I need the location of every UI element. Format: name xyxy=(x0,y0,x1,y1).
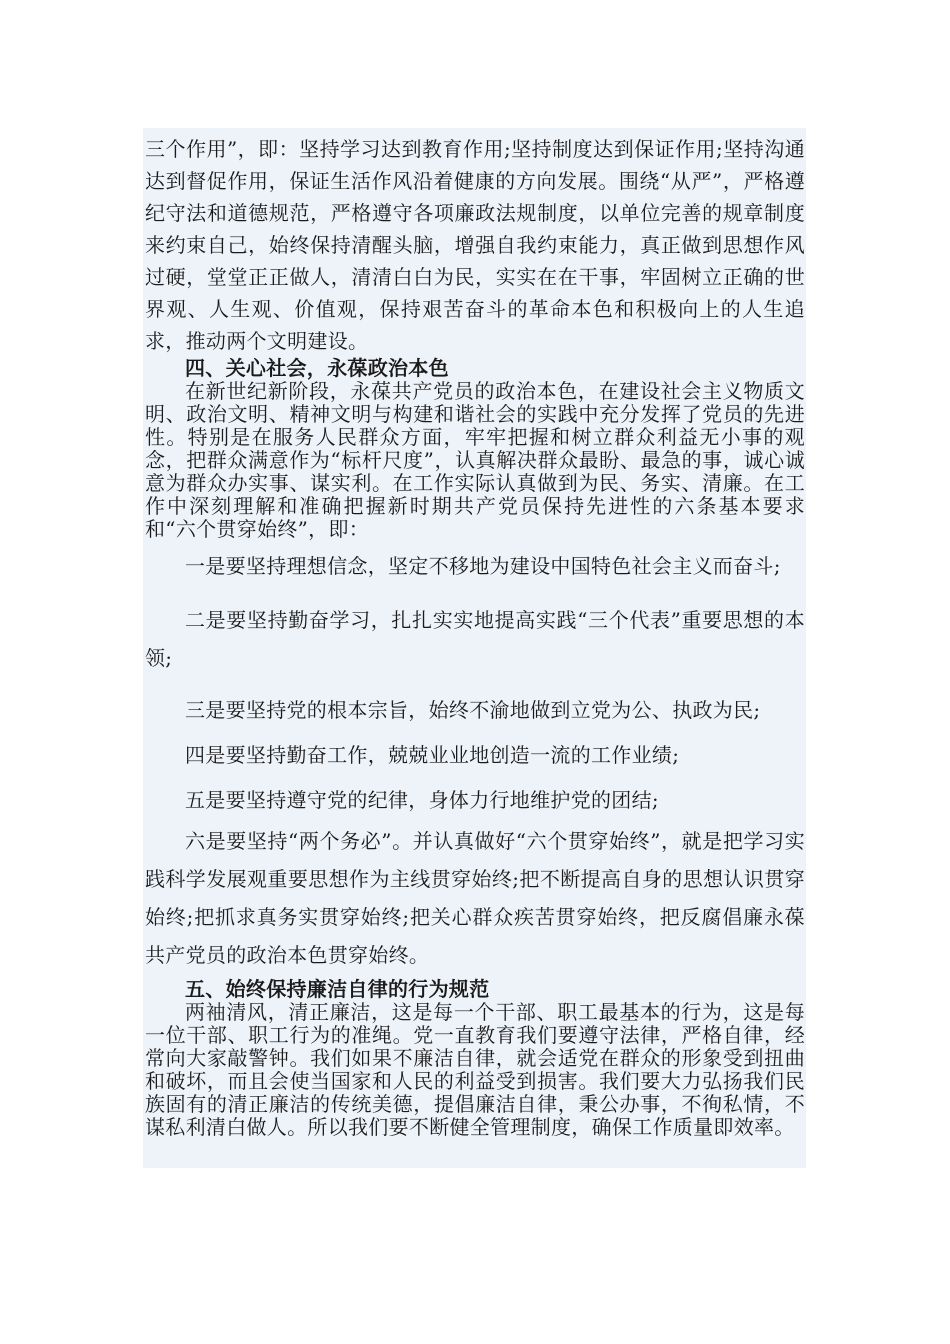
section-heading-4: 四、关心社会，永葆政治本色 xyxy=(185,356,449,380)
list-item-5: 五是要坚持遵守党的纪律，身体力行地维护党的团结; xyxy=(185,788,659,812)
list-item-2: 二是要坚持勤奋学习，扎扎实实地提高实践“三个代表”重要思想的本领; xyxy=(145,608,805,670)
paragraph-2: 在新世纪新阶段，永葆共产党员的政治本色，在建设社会主义物质文明、政治文明、精神文明与构建和谐社会的实践中充分发挥了党员的先进性。特别是在服务人民群众方面，牢牢把握和树立群众利益无小事的观念，把群众满意作为“标杆尺度”，认真解决群众最盼、最急的事，诚心诚意为群众办实事、谋实利。在工作实际认真做到为民、务实、清廉。在工作中深刻理解和准确把握新时期共产党员保持先进性的六条基本要求和“六个贯穿始终”，即： xyxy=(145,379,805,541)
list-item-6: 六是要坚持“两个务必”。并认真做好“六个贯穿始终”，就是把学习实践科学发展观重要思想作为主线贯穿始终;把不断提高自身的思想认识贯穿始终;把抓求真务实贯穿始终;把关心群众疾苦贯穿始终，把反腐倡廉永葆共产党员的政治本色贯穿始终。 xyxy=(145,829,805,967)
paragraph-3: 两袖清风，清正廉洁，这是每一个干部、职工最基本的行为，这是每一位干部、职工行为的准绳。党一直教育我们要遵守法律，严格自律，经常向大家敲警钟。我们如果不廉洁自律，就会适党在群众的形象受到扭曲和破坏，而且会使当国家和人民的利益受到损害。我们要大力弘扬我们民族固有的清正廉洁的传统美德，提倡廉洁自律，秉公办事，不徇私情，不谋私利清白做人。所以我们要不断健全管理制度，确保工作质量即效率。 xyxy=(145,1000,805,1139)
document-body xyxy=(145,133,805,1139)
list-item-3: 三是要坚持党的根本宗旨，始终不渝地做到立党为公、执政为民; xyxy=(185,698,761,722)
list-item-4: 四是要坚持勤奋工作，兢兢业业地创造一流的工作业绩; xyxy=(185,743,680,767)
paragraph-1: 三个作用”，即：坚持学习达到教育作用;坚持制度达到保证作用;坚持沟通达到督促作用，保证生活作风沿着健康的方向发展。围绕“从严”，严格遵纪守法和道德规范，严格遵守各项廉政法规制度，以单位完善的规章制度来约束自己，始终保持清醒头脑，增强自我约束能力，真正做到思想作风过硬，堂堂正正做人，清清白白为民，实实在在干事，牢固树立正确的世界观、人生观、价值观，保持艰苦奋斗的革命本色和积极向上的人生追求，推动两个文明建设。 xyxy=(145,137,805,353)
list-item-1: 一是要坚持理想信念，坚定不移地为建设中国特色社会主义而奋斗; xyxy=(185,554,781,578)
section-heading-5: 五、始终保持廉洁自律的行为规范 xyxy=(185,977,490,1001)
